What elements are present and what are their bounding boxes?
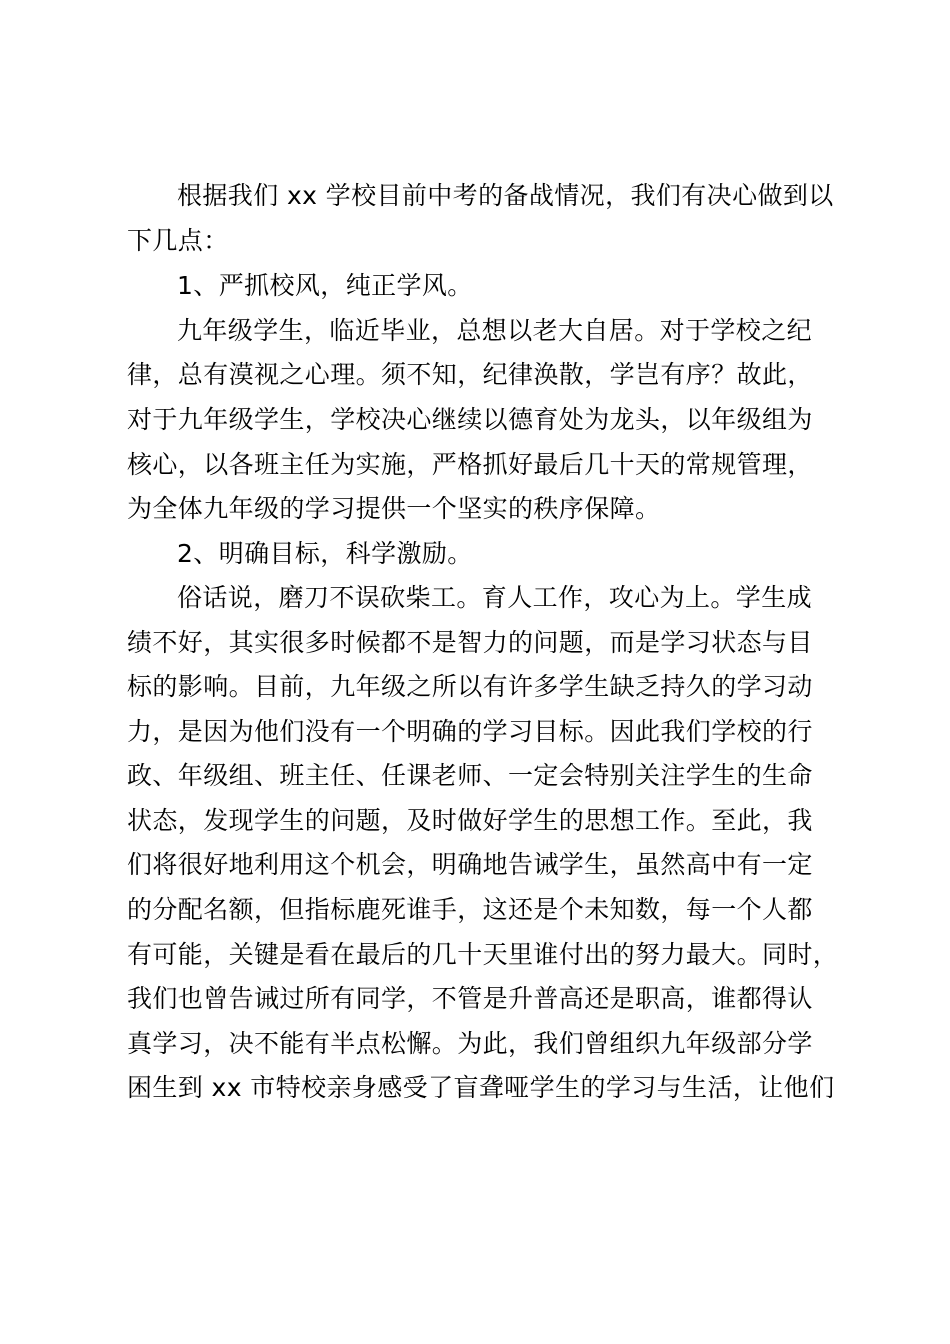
text-line: 力，是因为他们没有一个明确的学习目标。因此我们学校的行 bbox=[127, 717, 813, 746]
text-line: 核心，以各班主任为实施，严格抓好最后几十天的常规管理， bbox=[127, 450, 813, 479]
text-line: 政、年级组、班主任、任课老师、一定会特别关注学生的生命 bbox=[127, 761, 813, 790]
text-line: 根据我们 xx 学校目前中考的备战情况，我们有决心做到以 bbox=[177, 181, 834, 210]
text-line: 绩不好，其实很多时候都不是智力的问题，而是学习状态与目 bbox=[127, 628, 813, 657]
text-line: 对于九年级学生，学校决心继续以德育处为龙头，以年级组为 bbox=[127, 405, 813, 434]
text-line: 标的影响。目前，九年级之所以有许多学生缺乏持久的学习动 bbox=[127, 672, 813, 701]
text-line: 俗话说，磨刀不误砍柴工。育人工作，攻心为上。学生成 bbox=[177, 583, 813, 612]
text-line: 困生到 xx 市特校亲身感受了盲聋哑学生的学习与生活，让他们 bbox=[127, 1073, 835, 1102]
text-line: 九年级学生，临近毕业，总想以老大自居。对于学校之纪 bbox=[177, 316, 813, 345]
text-line: 有可能，关键是看在最后的几十天里谁付出的努力最大。同时， bbox=[127, 940, 839, 969]
section-heading: 2、明确目标，科学激励。 bbox=[177, 539, 473, 568]
text-line: 为全体九年级的学习提供一个坚实的秩序保障。 bbox=[127, 494, 661, 523]
text-line: 状态，发现学生的问题，及时做好学生的思想工作。至此，我 bbox=[127, 806, 813, 835]
text-line: 真学习，决不能有半点松懈。为此，我们曾组织九年级部分学 bbox=[127, 1029, 813, 1058]
text-line: 律，总有漠视之心理。须不知，纪律涣散，学岂有序？故此， bbox=[127, 360, 813, 389]
section-heading: 1、严抓校风，纯正学风。 bbox=[177, 271, 473, 300]
text-line: 下几点： bbox=[127, 226, 229, 255]
text-line: 我们也曾告诫过所有同学，不管是升普高还是职高，谁都得认 bbox=[127, 984, 813, 1013]
text-line: 的分配名额，但指标鹿死谁手，这还是个未知数，每一个人都 bbox=[127, 895, 813, 924]
text-line: 们将很好地利用这个机会，明确地告诫学生，虽然高中有一定 bbox=[127, 850, 813, 879]
